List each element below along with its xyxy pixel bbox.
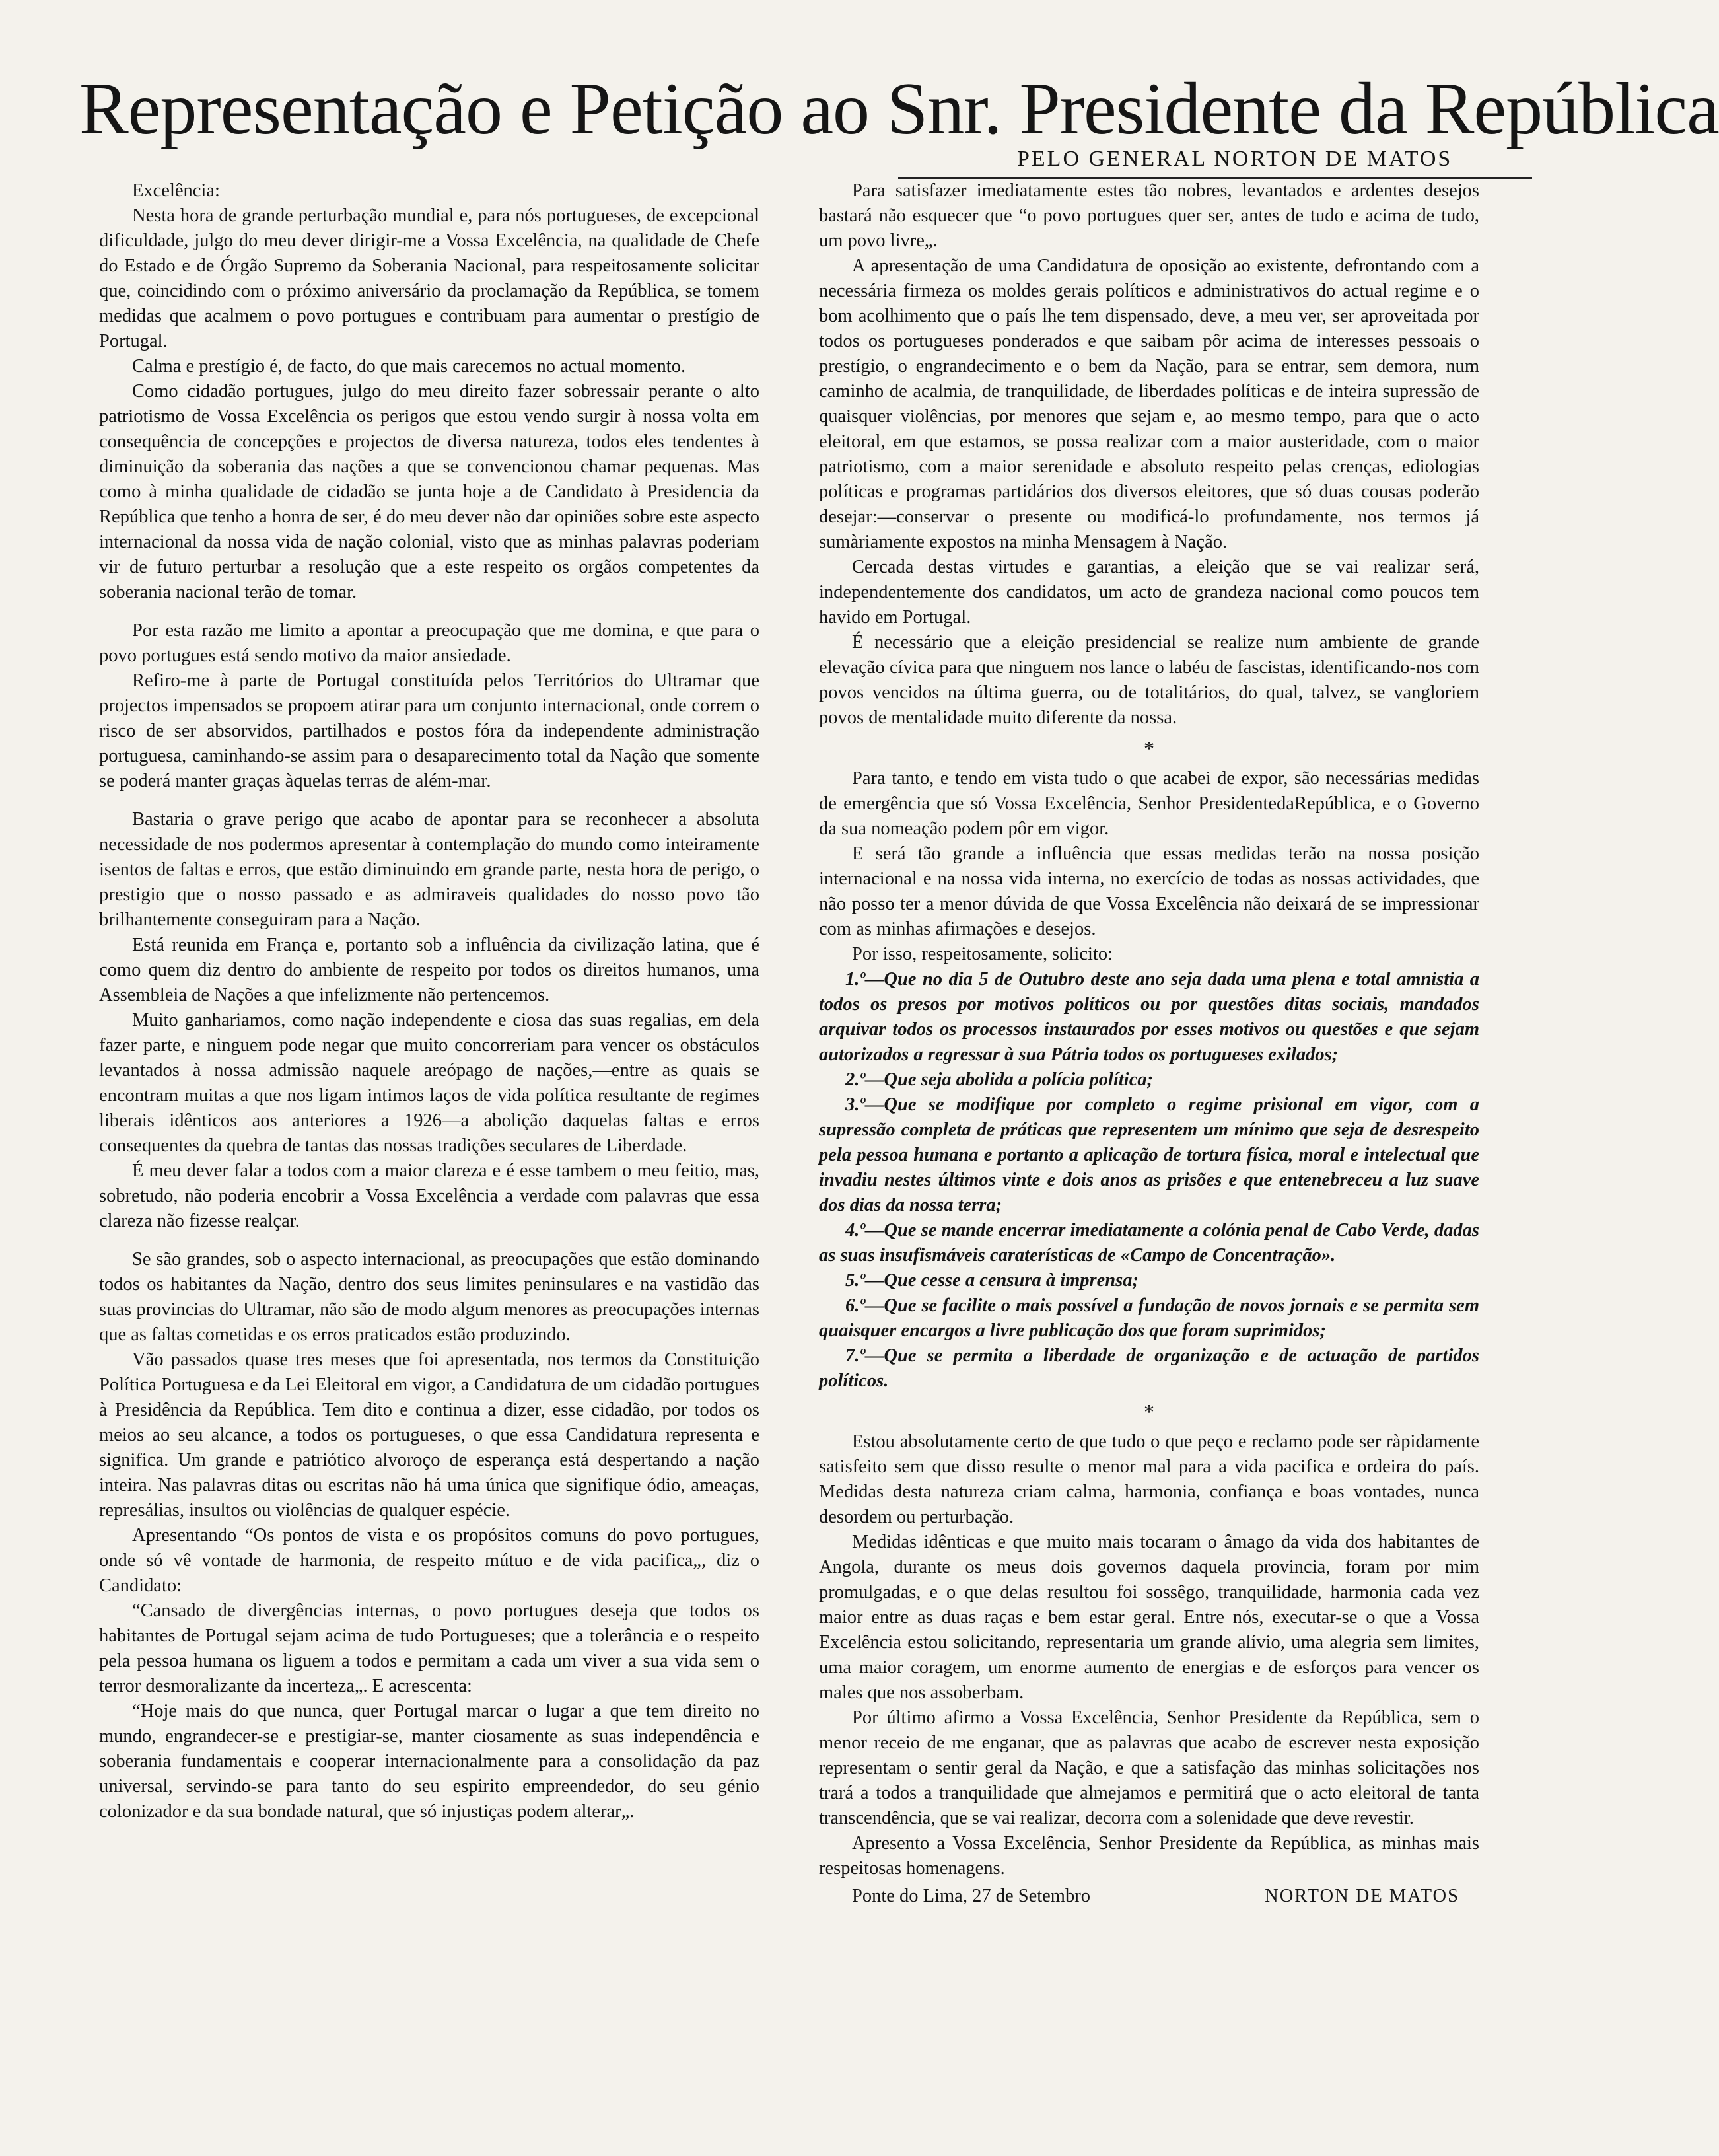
request-item: 6.º—Que se facilite o mais possível a fundação de novos jornais e se permita sem quaisquer encargos a livre publicação dos que foram suprimidos; xyxy=(819,1295,1479,1341)
paragraph: E será tão grande a influência que essas medidas terão na nossa posição internacional e na nossa vida interna, no exercício de todas as nossas actividades, que não posso ter a menor dúvida de que Vossa Excelência não deixará de se impressionar com as minhas afirmações e desejos. xyxy=(819,844,1479,939)
request-item: 7.º—Que se permita a liberdade de organização e de actuação de partidos políticos. xyxy=(819,1346,1479,1391)
section-separator: * xyxy=(1144,1400,1154,1423)
paragraph: Por isso, respeitosamente, solicito: xyxy=(852,944,1113,964)
salutation: Excelência: xyxy=(132,180,220,201)
paragraph: É meu dever falar a todos com a maior clareza e é esse tambem o meu feitio, mas, sobretudo, não poderia encobrir a Vossa Excelência a verdade com palavras que essa clareza não fizesse realçar. xyxy=(99,1161,759,1231)
paragraph: Apresentando “Os pontos de vista e os propósitos comuns do povo portugues, onde só vê vontade de harmonia, de respeito mútuo e de vida pacifica„, diz o Candidato: xyxy=(99,1525,759,1596)
paragraph: Por esta razão me limito a apontar a preocupação que me domina, e que para o povo portugues está sendo motivo da maior ansiedade. xyxy=(99,620,759,666)
paragraph: Nesta hora de grande perturbação mundial e, para nós portugueses, de excepcional dificuldade, julgo do meu dever dirigir-me a Vossa Excelência, na qualidade de Chefe do Estado e de Órgão Supremo da Soberania Nacional, para respeitosamente solicitar que, coincidindo com o próximo aniversário da proclamação da República, se tomem medidas que acalmem o povo portugues e contribuam para aumentar o prestígio de Portugal. xyxy=(99,205,759,351)
paragraph: Se são grandes, sob o aspecto internacional, as preocupações que estão dominando todos os habitantes da Nação, dentro dos seus limites peninsulares e na vastidão das suas provincias do Ultramar, não são de modo algum menores as preocupações internas que as faltas cometidas e os erros praticados estão produzindo. xyxy=(99,1249,759,1345)
paragraph: Para tanto, e tendo em vista tudo o que acabei de expor, são necessárias medidas de emergência que só Vossa Excelência, Senhor PresidentedaRepública, e o Governo da sua nomeação podem pôr em vigor. xyxy=(819,768,1479,839)
paragraph: Estou absolutamente certo de que tudo o que peço e reclamo pode ser ràpidamente satisfeito sem que disso resulte o menor mal para a vida pacifica e ordeira do país. Medidas desta natureza criam calma, harmonia, confiança e boas vontades, nunca desordem ou perturbação. xyxy=(819,1431,1479,1527)
paragraph: Por último afirmo a Vossa Excelência, Senhor Presidente da República, sem o menor receio de me enganar, que as palavras que acabo de escrever nesta exposição representam o sentir geral da Nação, e que a satisfação das minhas solicitações nos trará a todos a tranquilidade que almejamos e permitirá que o acto eleitoral de tanta transcendência, que se vai realizar, decorra com a solenidade que deve revestir. xyxy=(819,1707,1479,1828)
request-item: 1.º—Que no dia 5 de Outubro deste ano seja dada uma plena e total amnistia a todos os presos por motivos políticos ou por questões ditas sociais, mandados arquivar todos os processos instaurados por esses motivos ou questões e que sejam autorizados a regressar à sua Pátria todos os portugueses exilados; xyxy=(819,969,1479,1065)
request-item: 2.º—Que seja abolida a polícia política; xyxy=(845,1069,1154,1090)
article-title: Representação e Petição ao Snr. Presidente da República xyxy=(79,68,1719,150)
paragraph: Medidas idênticas e que muito mais tocaram o âmago da vida dos habitantes de Angola, durante os meus dois governos daquela provincia, foram por mim promulgadas, e o que delas resultou foi sossêgo, tranquilidade, harmonia cada vez maior entre as duas raças e bem estar geral. Entre nós, executar-se o que a Vossa Excelência estou solicitando, representaria um grande alívio, uma alegria sem limites, uma maior coragem, um enorme aumento de energias e de esforços para vencer os males que nos assoberbam. xyxy=(819,1532,1479,1703)
left-column xyxy=(99,178,759,2120)
paragraph: Apresento a Vossa Excelência, Senhor Presidente da República, as minhas mais respeitosas homenagens. xyxy=(819,1833,1479,1879)
section-separator: * xyxy=(1144,737,1154,760)
signature-block xyxy=(819,1884,1479,1912)
paragraph: Para satisfazer imediatamente estes tão nobres, levantados e ardentes desejos bastará não esquecer que “o povo portugues quer ser, antes de tudo e acima de tudo, um povo livre„. xyxy=(819,180,1479,251)
paragraph: Vão passados quase tres meses que foi apresentada, nos termos da Constituição Política Portuguesa e da Lei Eleitoral em vigor, a Candidatura de um cidadão portugues à Presidência da República. Tem dito e continua a dizer, esse cidadão, por todos os meios ao seu alcance, a todos os portugueses, o que essa Candidatura representa e significa. Um grande e patriótico alvoroço de esperança está despertando a nação inteira. Nas palavras ditas ou escritas não há uma única que signifique ódio, ameaças, represálias, insultos ou violências de qualquer espécie. xyxy=(99,1349,759,1521)
paragraph: Está reunida em França e, portanto sob a influência da civilização latina, que é como quem diz dentro do ambiente de respeito por todos os direitos humanos, uma Assembleia de Nações a que infelizmente não pertencemos. xyxy=(99,935,759,1005)
paragraph: A apresentação de uma Candidatura de oposição ao existente, defrontando com a necessária firmeza os moldes gerais políticos e administrativos do actual regime e o bom acolhimento que o país lhe tem dispensado, deve, a meu ver, ser aproveitada por todos os portugueses ponderados e que saibam pôr acima de interesses pessoais o prestígio, o engrandecimento e o bem da Nação, para se entrar, sem demora, num caminho de acalmia, de tranquilidade, de liberdades políticas e de inteira supressão de quaisquer violências, por menores que sejam e, ao mesmo tempo, para que o acto eleitoral, em que estamos, se possa realizar com a maior austeridade, com o maior patriotismo, com a maior serenidade e absoluto respeito pelas crenças, ediologias políticas e programas partidários dos diversos eleitores, que só duas cousas poderão desejar:—conservar o presente ou modificá-lo profundamente, nos termos já sumàriamente expostos na minha Mensagem à Nação. xyxy=(819,256,1479,552)
paragraph: É necessário que a eleição presidencial se realize num ambiente de grande elevação cívica para que ninguem nos lance o labéu de fascistas, identificando-nos com povos vencidos na última guerra, ou de totalitários, do qual, talvez, se vangloriem povos de mentalidade muito diferente da nossa. xyxy=(819,632,1479,728)
byline: PELO GENERAL NORTON DE MATOS xyxy=(1017,147,1453,171)
paragraph: Bastaria o grave perigo que acabo de apontar para se reconhecer a absoluta necessidade de nos podermos apresentar à contemplação do mundo como inteiramente isentos de faltas e erros, que estão diminuindo em grande parte, nesta hora de perigo, o prestigio que o nosso passado e as admiraveis qualidades do nosso povo tão brilhantemente conseguiram para a Nação. xyxy=(99,809,759,930)
request-list xyxy=(819,967,1479,1394)
request-item: 4.º—Que se mande encerrar imediatamente a colónia penal de Cabo Verde, dadas as suas insufismáveis caraterísticas de «Campo de Concentração». xyxy=(819,1220,1479,1266)
signature: NORTON DE MATOS xyxy=(1265,1886,1459,1906)
right-column xyxy=(819,178,1479,2120)
place-date: Ponte do Lima, 27 de Setembro xyxy=(852,1886,1090,1906)
quote-paragraph: “Hoje mais do que nunca, quer Portugal marcar o lugar a que tem direito no mundo, engrandecer-se e prestigiar-se, manter ciosamente as suas independência e soberania fundamentais e cooperar internacionalmente para a consolidação da paz universal, servindo-se para tanto do seu espirito empreendedor, do seu génio colonizador e da sua bondade natural, que só injustiças podem alterar„. xyxy=(99,1701,759,1822)
quote-paragraph: “Cansado de divergências internas, o povo portugues deseja que todos os habitantes de Portugal sejam acima de tudo Portugueses; que a tolerância e o respeito pela pessoa humana os liguem a todos e permitam a cada um viver a sua vida sem o terror desmoralizante da incerteza„. E acrescenta: xyxy=(99,1600,759,1696)
paragraph: Cercada destas virtudes e garantias, a eleição que se vai realizar será, independentemente dos candidatos, um acto de grandeza nacional como poucos tem havido em Portugal. xyxy=(819,557,1479,628)
request-item: 3.º—Que se modifique por completo o regime prisional em vigor, com a supressão completa de práticas que representem um mínimo que seja de desrespeito pela pessoa humana e portanto a aplicação de tortura física, moral e intelectual que invadiu nestes últimos vinte e dois anos as prisões e que entenebreceu a luz suave dos dias da nossa terra; xyxy=(819,1095,1479,1215)
paragraph: Muito ganhariamos, como nação independente e ciosa das suas regalias, em dela fazer parte, e ninguem pode negar que muito concorreriam para vencer os obstáculos levantados à nossa admissão naquele areópago de nações,—entre as quais se encontram muitas a que nos ligam intimos laços de vida política resultante de regimes liberais idênticos aos anteriores a 1926—a abolição daquelas faltas e erros consequentes da quebra de tantas das nossas tradições seculares de Liberdade. xyxy=(99,1010,759,1156)
paragraph: Calma e prestígio é, de facto, do que mais carecemos no actual momento. xyxy=(132,356,686,377)
paragraph: Refiro-me à parte de Portugal constituída pelos Territórios do Ultramar que projectos impensados se propoem atirar para um conjunto internacional, onde correm o risco de ser absorvidos, partilhados e postos fóra da independente administração portuguesa, caminhando-se assim para o desaparecimento total da Nação que somente se poderá manter graças àquelas terras de além-mar. xyxy=(99,670,759,791)
request-item: 5.º—Que cesse a censura à imprensa; xyxy=(845,1270,1139,1291)
paragraph: Como cidadão portugues, julgo do meu direito fazer sobressair perante o alto patriotismo de Vossa Excelência os perigos que estou vendo surgir à nossa volta em consequência de concepções e projectos de diversa natureza, todos eles tendentes à diminuição da soberania das nações a que se convencionou chamar pequenas. Mas como à minha qualidade de cidadão se junta hoje a de Candidato à Presidencia da República que tenho a honra de ser, é do meu dever não dar opiniões sobre este aspecto internacional da nossa vida de nação colonial, visto que as minhas palavras poderiam vir de futuro perturbar a resolução que a este respeito os orgãos competentes da soberania nacional terão de tomar. xyxy=(99,381,759,602)
